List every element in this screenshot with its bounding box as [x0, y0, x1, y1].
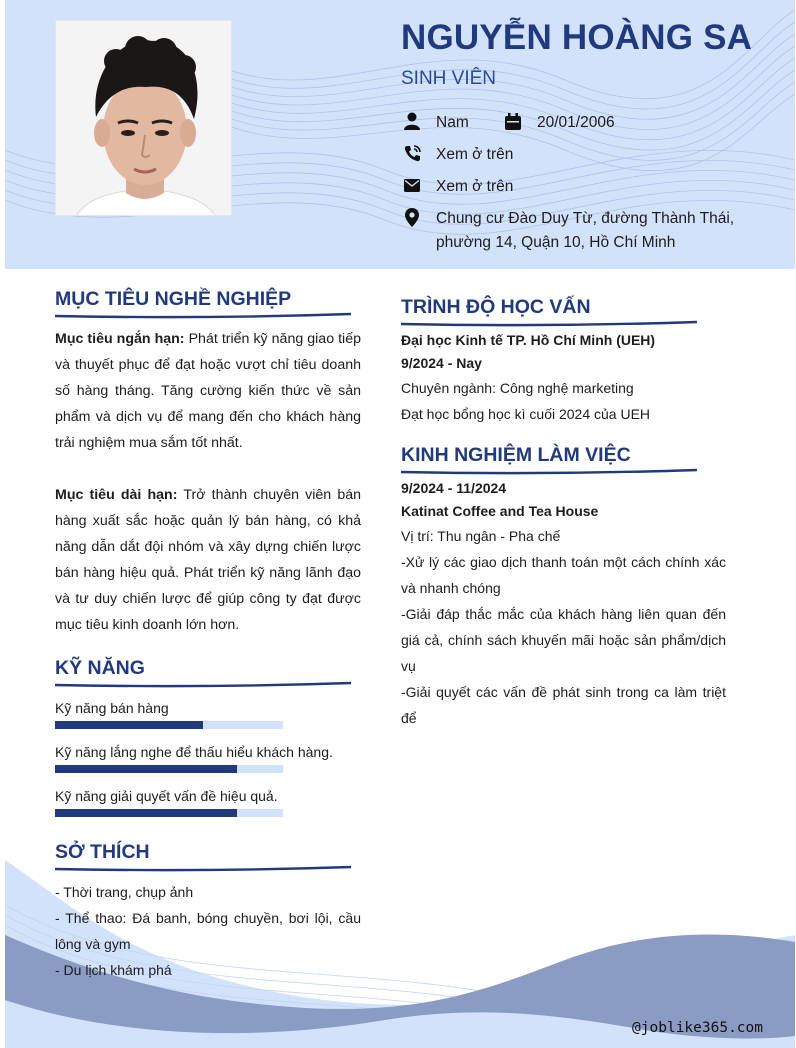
long-term-text: Trở thành chuyên viên bán hàng xuất sắc hoặc quản lý bán hàng, có khả năng dẫn dắt đội nhóm và xây dựng chiến lược bán hàng hiệu quả. Phát triển kỹ năng lãnh đạo và tư duy chiến lược để giúp công ty đạt được mục tiêu kinh doanh lớn hơn.: [55, 487, 362, 633]
experience-underline: [401, 468, 697, 476]
education-major: Chuyên ngành: Công nghệ marketing: [401, 380, 634, 396]
skills-title: KỸ NĂNG: [55, 657, 145, 679]
objective-underline: [55, 312, 351, 320]
job-duty: -Xử lý các giao dịch thanh toán một cách chính xác và nhanh chóng: [401, 554, 726, 596]
experience-period: 9/2024 - 11/2024: [401, 480, 507, 496]
phone-value: Xem ở trên: [436, 146, 514, 163]
hobbies-underline: [55, 865, 351, 873]
email-value: Xem ở trên: [436, 178, 514, 195]
birthdate-value: 20/01/2006: [537, 114, 615, 131]
education-title: TRÌNH ĐỘ HỌC VẤN: [401, 296, 591, 318]
skill-bar: [55, 809, 283, 817]
hobbies-title: SỞ THÍCH: [55, 841, 150, 863]
job-duty: -Giải đáp thắc mắc của khách hàng liên quan đến giá cả, chính sách khuyến mãi hoặc sản phẩm/dịch vụ: [401, 606, 726, 674]
gender-value: Nam: [436, 114, 469, 131]
watermark-text: @joblike365.com: [632, 1020, 763, 1036]
resume-page: [5, 0, 795, 1048]
candidate-name: NGUYỄN HOÀNG SA: [401, 18, 753, 57]
school-name: Đại học Kinh tế TP. Hồ Chí Minh (UEH): [401, 332, 656, 348]
short-term-text: Phát triển kỹ năng giao tiếp và thuyết phục để đạt hoặc vượt chỉ tiêu doanh số hàng tháng. Tăng cường kiến thức về sản phẩm và dịch vụ để mang đến cho khách hàng trải nghiệm mua sắm tốt nhất.: [55, 331, 361, 451]
hobby-item: - Thể thao: Đá banh, bóng chuyền, bơi lội, cầu lông và gym: [55, 910, 361, 952]
skill-label: Kỹ năng lắng nghe để thấu hiểu khách hàng.: [55, 744, 333, 760]
skill-label: Kỹ năng bán hàng: [55, 700, 169, 716]
candidate-role: SINH VIÊN: [401, 68, 497, 89]
company-name: Katinat Coffee and Tea House: [401, 503, 599, 519]
education-underline: [401, 320, 697, 328]
skill-bar-fill: [55, 721, 203, 729]
skill-bar-fill: [55, 809, 237, 817]
objective-long-term: [55, 482, 361, 638]
address-line-2: phường 14, Quận 10, Hồ Chí Minh: [436, 234, 676, 251]
skill-bar: [55, 721, 283, 729]
skill-bar-fill: [55, 765, 237, 773]
hobby-item: - Du lịch khám phá: [55, 962, 172, 978]
job-position: Vị trí: Thu ngân - Pha chế: [401, 528, 561, 544]
address-line-1: Chung cư Đào Duy Từ, đường Thành Thái,: [436, 210, 735, 227]
skill-bar: [55, 765, 283, 773]
education-period: 9/2024 - Nay: [401, 355, 482, 371]
short-term-label: Mục tiêu ngắn hạn:: [55, 331, 185, 347]
hobby-item: - Thời trang, chụp ảnh: [55, 884, 194, 900]
education-award: Đạt học bổng học kì cuối 2024 của UEH: [401, 406, 651, 422]
skills-underline: [55, 681, 351, 689]
experience-title: KINH NGHIỆM LÀM VIỆC: [401, 444, 631, 466]
long-term-label: Mục tiêu dài hạn:: [55, 487, 178, 503]
skill-label: Kỹ năng giải quyết vấn đề hiệu quả.: [55, 788, 278, 804]
objective-title: MỤC TIÊU NGHỀ NGHIỆP: [55, 288, 292, 310]
objective-short-term: [55, 326, 361, 456]
job-duty: -Giải quyết các vấn đề phát sinh trong ca làm triệt để: [401, 684, 726, 726]
